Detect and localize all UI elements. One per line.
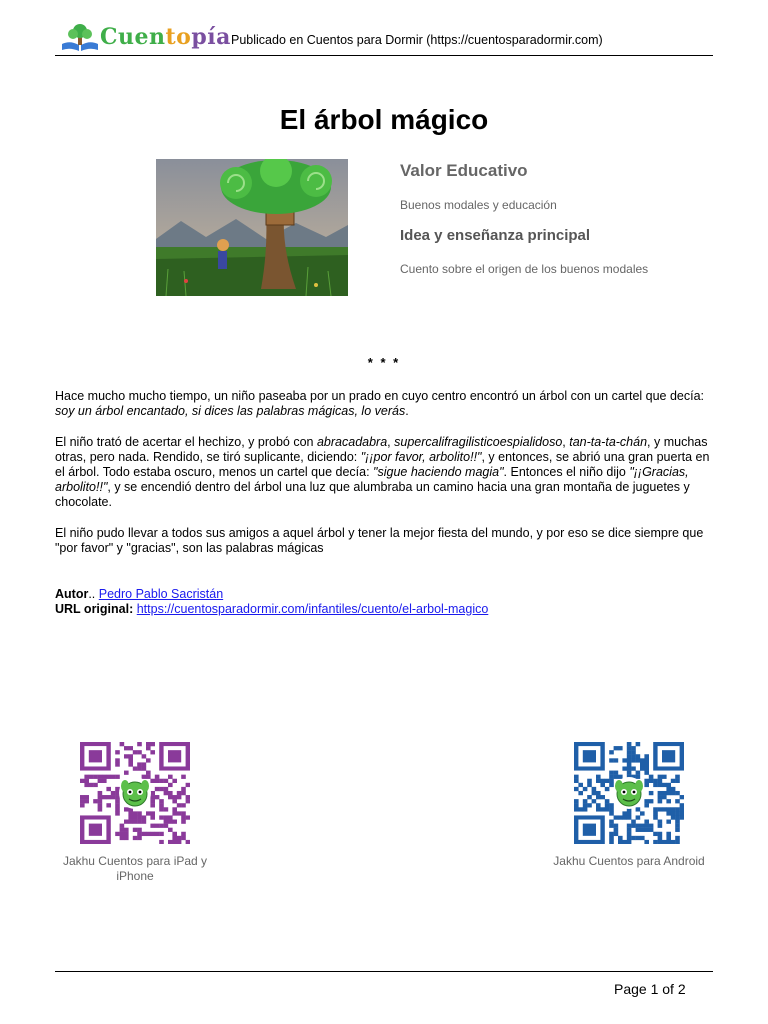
story-paragraph-3: El niño pudo llevar a todos sus amigos a aquel árbol y tener la mejor fiesta del mundo, y por eso se dice siempre que "por favor" y "gracias", son las palabras mágicas [55,526,704,555]
text-run: El niño trató de acertar el hechizo, y probó con [55,435,317,449]
text-run: , y se encendió dentro del árbol una luz que alumbraba un camino hacia una gran montaña de juguetes y chocolate. [55,480,690,509]
qr-caption-android: Jakhu Cuentos para Android [553,854,705,868]
text-run: , y entonces, se abrió una gran puerta en el árbol. Todo estaba oscuro, menos un cartel que decía: [55,450,710,479]
qr-caption-ios: Jakhu Cuentos para iPad y iPhone [62,854,208,883]
text-run: . Entonces el niño dijo [503,465,630,479]
qr-code-android[interactable] [574,742,684,844]
logo-wordmark: Cuentopía [100,24,231,50]
text-run: , [387,435,395,449]
text-run-italic: tan-ta-ta-chán [569,435,648,449]
text-run: , y muchas otras, pero nada. Rendido, se tiró suplicante, diciendo: [55,435,708,464]
original-url-link[interactable]: https://cuentosparadormir.com/infantiles/cuento/el-arbol-magico [136,602,489,616]
valor-heading: Valor Educativo [400,161,528,180]
valor-text: Buenos modales y educación [400,198,557,212]
author-line [55,587,223,602]
idea-heading: Idea y enseñanza principal [400,227,591,244]
page-number: Page 1 of 2 [614,981,686,997]
text-run-italic: "¡¡por favor, arbolito!!" [360,450,482,464]
author-link[interactable]: Pedro Pablo Sacristán [98,587,224,601]
story-paragraph-1 [55,389,715,419]
text-run: . [405,404,409,418]
text-run-italic: soy un árbol encantado, si dices las palabras mágicas, lo verás [55,404,406,418]
url-line [55,602,488,617]
text-run-italic: supercalifragilisticoespialidoso [394,435,563,449]
text-run-italic: "¡¡Gracias, arbolito!!" [55,465,689,494]
text-run-italic: abracadabra [316,435,388,449]
text-run: , [562,435,570,449]
story-paragraph-2 [55,435,715,510]
header-divider [55,55,713,56]
published-note: Publicado en Cuentos para Dormir (https://cuentosparadormir.com) [231,33,603,47]
section-separator: * * * [367,355,401,370]
url-label: URL original: [55,602,134,616]
text-run-italic: "sigue haciendo magia" [373,465,504,479]
story-illustration [156,159,348,296]
footer-divider [55,971,713,972]
text-run: Hace mucho mucho tiempo, un niño paseaba por un prado en cuyo centro encontró un árbol con un cartel que decía: [55,389,705,403]
page-title: El árbol mágico [279,104,489,135]
author-label: Autor [55,587,89,601]
book-icon [60,22,100,54]
idea-text: Cuento sobre el origen de los buenos modales [400,262,649,276]
site-logo [60,22,231,54]
qr-code-ios[interactable] [80,742,190,844]
author-separator: .. [88,587,96,601]
